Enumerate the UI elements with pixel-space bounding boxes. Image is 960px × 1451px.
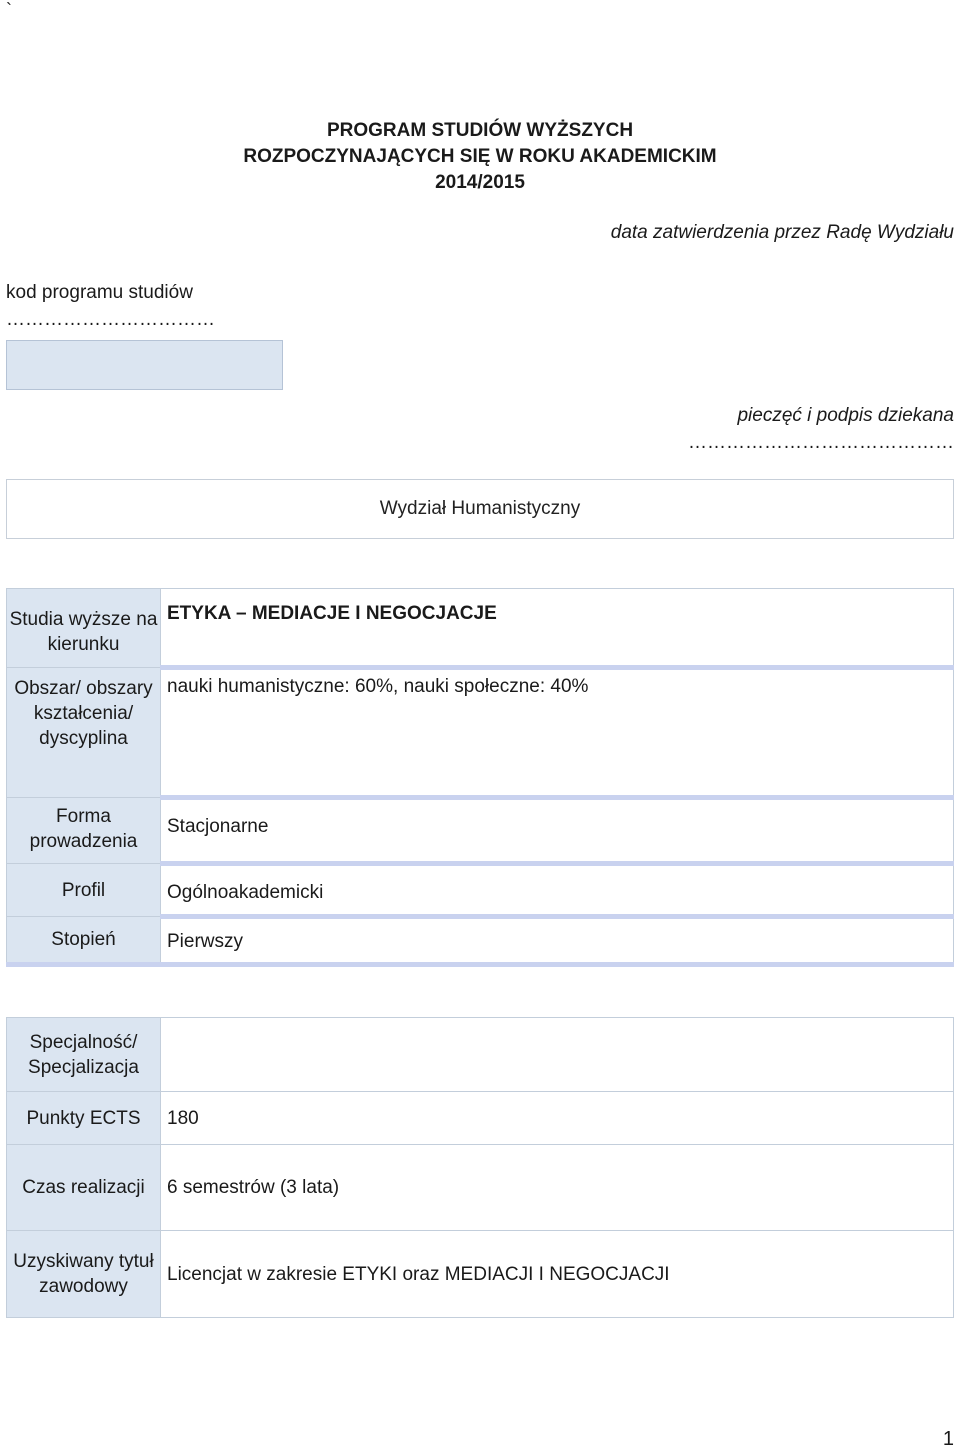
field-of-study-value: ETYKA – MEDIACJE I NEGOCJACJE	[161, 589, 954, 668]
row-label: Profil	[7, 864, 161, 917]
profile-value: Ogólnoakademicki	[161, 864, 954, 917]
degree-value: Pierwszy	[161, 917, 954, 965]
row-label: Forma prowadzenia	[7, 798, 161, 864]
table-row	[7, 589, 954, 668]
program-code-dots: ……………………………	[6, 309, 215, 330]
ects-value: 180	[161, 1092, 954, 1145]
table-row	[7, 1231, 954, 1318]
row-label: Obszar/ obszary kształcenia/ dyscyplina	[7, 668, 161, 798]
program-table	[6, 588, 954, 967]
row-label: Studia wyższe na kierunku	[7, 589, 161, 668]
table-row	[7, 864, 954, 917]
title-line-3: 2014/2015	[435, 172, 525, 193]
table-row	[7, 798, 954, 864]
specialty-value	[161, 1018, 954, 1092]
dean-seal-label: pieczęć i podpis dziekana	[737, 405, 954, 426]
table-row	[7, 1018, 954, 1092]
form-value: Stacjonarne	[161, 798, 954, 864]
row-label: Stopień	[7, 917, 161, 965]
title-line-1: PROGRAM STUDIÓW WYŻSZYCH	[326, 120, 634, 141]
row-label: Czas realizacji	[7, 1145, 161, 1231]
row-label: Uzyskiwany tytuł zawodowy	[7, 1231, 161, 1318]
document-title	[0, 118, 960, 196]
details-table	[6, 1017, 954, 1318]
row-label: Punkty ECTS	[7, 1092, 161, 1145]
table-row	[7, 1092, 954, 1145]
program-code-field[interactable]	[6, 340, 283, 390]
table-row	[7, 668, 954, 798]
approval-date-label: data zatwierdzenia przez Radę Wydziału	[610, 222, 954, 243]
stray-mark: `	[6, 0, 12, 20]
program-code-label: kod programu studiów	[6, 282, 193, 303]
area-value: nauki humanistyczne: 60%, nauki społeczne: 40%	[161, 668, 954, 798]
table-row	[7, 917, 954, 965]
title-awarded-value: Licencjat w zakresie ETYKI oraz MEDIACJI I NEGOCJACJI	[161, 1231, 954, 1318]
row-label: Specjalność/ Specjalizacja	[7, 1018, 161, 1092]
dean-seal-dots: ……………………………………	[688, 432, 954, 453]
duration-value: 6 semestrów (3 lata)	[161, 1145, 954, 1231]
faculty-name: Wydział Humanistyczny	[6, 479, 954, 539]
page-number: 1	[942, 1428, 954, 1450]
table-row	[7, 1145, 954, 1231]
title-line-2: ROZPOCZYNAJĄCYCH SIĘ W ROKU AKADEMICKIM	[243, 146, 717, 167]
